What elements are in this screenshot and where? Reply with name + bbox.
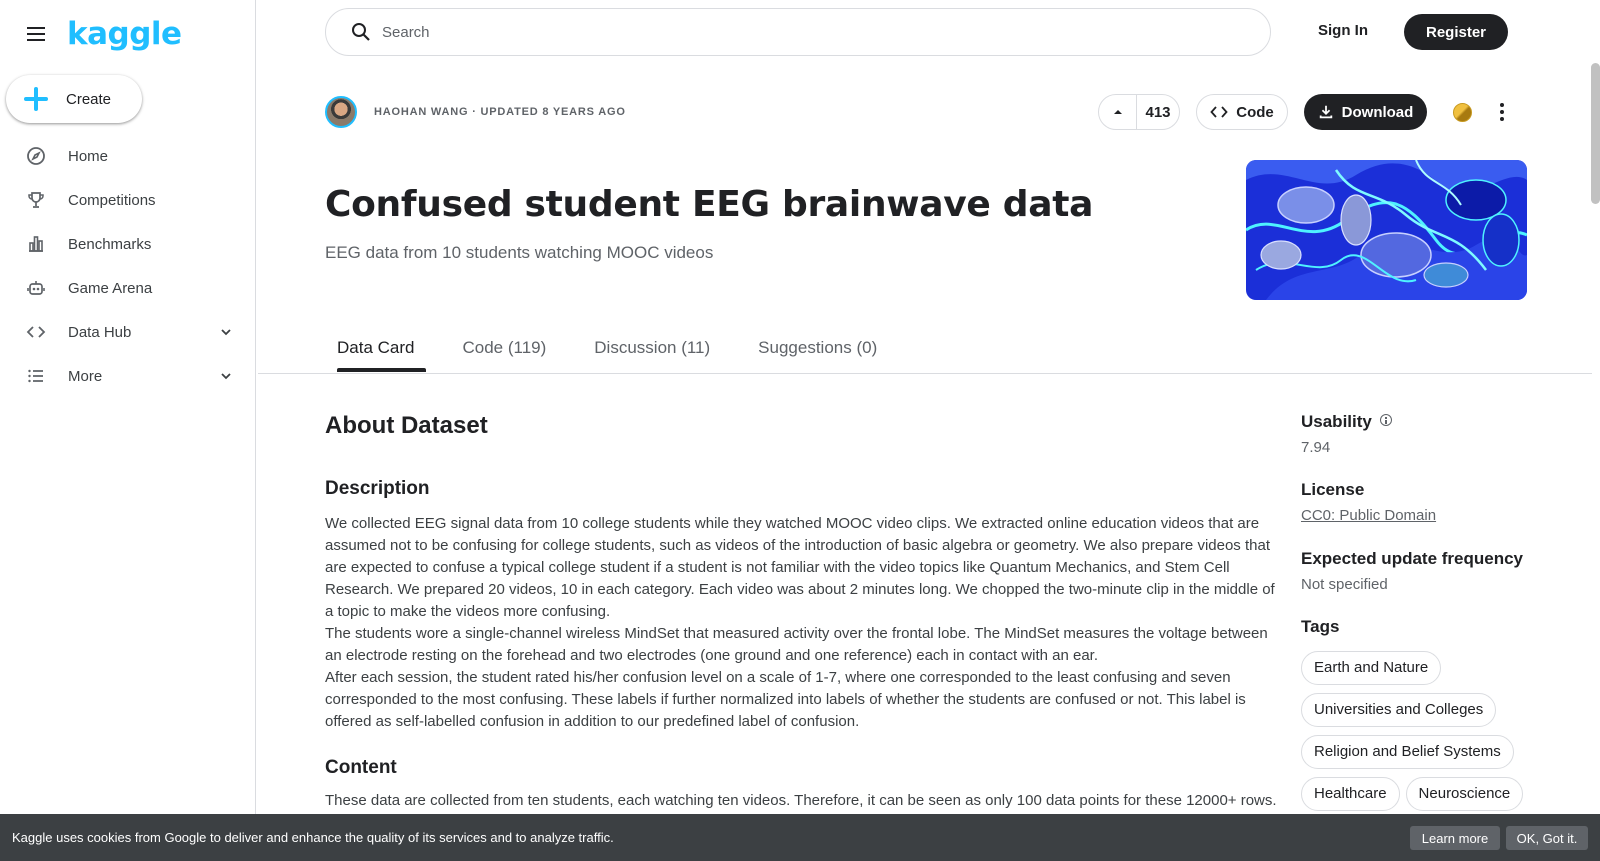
description-paragraph: After each session, the student rated his/her confusion level on a scale of 1-7, where one corresponded to the least confusing and seven corresponded to the most confusing. These labels if further normalized into labels of whether the students are confused or not. This label is offered as self-labelled confusion in addition to our predefined label of confusion. bbox=[325, 669, 1246, 730]
usability-heading bbox=[1301, 412, 1392, 432]
chevron-down-icon[interactable] bbox=[216, 322, 236, 342]
download-icon bbox=[1318, 104, 1334, 120]
author-row bbox=[325, 96, 626, 128]
tags-list bbox=[1301, 651, 1541, 819]
tag-chip[interactable]: Universities and Colleges bbox=[1301, 693, 1496, 727]
tag-chip[interactable]: Religion and Belief Systems bbox=[1301, 735, 1514, 769]
sidebar-item-game-arena[interactable] bbox=[0, 266, 256, 310]
usability-label: Usability bbox=[1301, 412, 1372, 431]
sidebar-item-label: Competitions bbox=[68, 191, 156, 209]
update-frequency-value: Not specified bbox=[1301, 576, 1388, 593]
tag-chip[interactable]: Neuroscience bbox=[1406, 777, 1524, 811]
trophy-icon bbox=[26, 190, 46, 210]
sidebar-item-label: Game Arena bbox=[68, 279, 153, 297]
sidebar-item-label: More bbox=[68, 367, 103, 385]
code-label: Code bbox=[1236, 103, 1274, 121]
tags-section bbox=[1301, 617, 1339, 637]
create-button[interactable] bbox=[6, 75, 142, 123]
register-button[interactable]: Register bbox=[1404, 14, 1508, 50]
sidebar-item-home[interactable] bbox=[0, 134, 256, 178]
description-heading: Description bbox=[325, 478, 430, 499]
code-icon bbox=[1210, 103, 1228, 121]
content-heading: Content bbox=[325, 757, 397, 778]
page-scrollbar[interactable] bbox=[1591, 63, 1600, 204]
description-paragraph: The students wore a single-channel wireless MindSet that measured activity over the frontal lobe. The MindSet measures the voltage between an electrode resting on the forehead and two electrodes (one ground and one reference) each in contact with an ear. bbox=[325, 625, 1268, 664]
learn-more-button[interactable]: Learn more bbox=[1410, 826, 1500, 850]
license-heading: License bbox=[1301, 480, 1365, 499]
avatar[interactable] bbox=[325, 96, 357, 128]
caret-up-icon bbox=[1112, 106, 1124, 118]
create-label: Create bbox=[66, 90, 112, 108]
dataset-cover-image bbox=[1246, 160, 1527, 300]
page-subtitle: EEG data from 10 students watching MOOC videos bbox=[325, 243, 714, 262]
tab-code[interactable]: Code (119) bbox=[462, 338, 547, 357]
vote-count: 413 bbox=[1145, 103, 1171, 121]
sidebar-item-label: Benchmarks bbox=[68, 235, 152, 253]
bar-chart-icon bbox=[26, 234, 46, 254]
description-body bbox=[325, 513, 1280, 733]
sidebar-item-competitions[interactable] bbox=[0, 178, 256, 222]
sidebar-top bbox=[24, 16, 182, 52]
ok-got-it-button[interactable]: OK, Got it. bbox=[1506, 826, 1588, 850]
sidebar bbox=[0, 0, 256, 861]
cookie-banner bbox=[0, 814, 1600, 861]
content-text: These data are collected from ten students, each watching ten videos. Therefore, it can be seen as only 100 data points for these 12000+ rows. bbox=[325, 792, 1277, 809]
dataset-actions bbox=[1098, 94, 1504, 130]
page-title: Confused student EEG brainwave data bbox=[325, 184, 1094, 225]
tab-discussion[interactable]: Discussion (11) bbox=[594, 338, 711, 357]
sidebar-item-benchmarks[interactable] bbox=[0, 222, 256, 266]
update-frequency-section bbox=[1301, 549, 1523, 593]
update-frequency-heading: Expected update frequency bbox=[1301, 549, 1524, 568]
vote-widget bbox=[1098, 94, 1180, 130]
search-icon bbox=[350, 21, 372, 43]
sidebar-item-data-hub[interactable] bbox=[0, 310, 256, 354]
kaggle-logo[interactable]: kaggle bbox=[67, 16, 182, 52]
tab-data-card[interactable]: Data Card bbox=[325, 330, 426, 372]
author-line: HAOHAN WANG · UPDATED 8 YEARS AGO bbox=[374, 106, 626, 118]
code-icon bbox=[26, 322, 46, 342]
download-button[interactable] bbox=[1304, 94, 1427, 130]
sidebar-item-label: Data Hub bbox=[68, 323, 132, 341]
description-paragraph: We collected EEG signal data from 10 college students while they watched MOOC video clips. We extracted online education videos that are assumed not to be confusing for college students, such as videos of the introduction of basic algebra or geometry. We also prepare videos that are expected to confuse a typical college student if a student is not familiar with the video topics like Quantum Mechanics, and Stem Cell Research. We prepared 20 videos, 10 in each category. Each video was about 2 minutes long. We chopped the two-minute clip in the middle of a topic to make the videos more confusing. bbox=[325, 515, 1275, 620]
plus-icon bbox=[24, 87, 48, 111]
license-link[interactable]: CC0: Public Domain bbox=[1301, 507, 1437, 524]
dataset-tabs bbox=[325, 330, 913, 372]
sidebar-nav bbox=[0, 134, 256, 398]
hamburger-menu-icon[interactable] bbox=[24, 22, 48, 46]
download-label: Download bbox=[1341, 103, 1414, 121]
sidebar-item-more[interactable] bbox=[0, 354, 256, 398]
tag-chip[interactable]: Healthcare bbox=[1301, 777, 1400, 811]
gold-medal-icon[interactable] bbox=[1453, 103, 1472, 122]
usability-section bbox=[1301, 412, 1392, 456]
tab-suggestions[interactable]: Suggestions (0) bbox=[758, 338, 878, 357]
more-options-icon[interactable] bbox=[1500, 103, 1504, 121]
cookie-text: Kaggle uses cookies from Google to deliver and enhance the quality of its services and to analyze traffic. bbox=[12, 830, 614, 845]
license-section bbox=[1301, 480, 1436, 525]
usability-value: 7.94 bbox=[1301, 439, 1331, 456]
sign-in-button[interactable]: Sign In bbox=[1318, 22, 1368, 39]
tags-heading: Tags bbox=[1301, 617, 1340, 636]
sidebar-item-label: Home bbox=[68, 147, 109, 165]
search-bar[interactable] bbox=[325, 8, 1271, 56]
upvote-button[interactable] bbox=[1099, 95, 1137, 129]
search-input[interactable] bbox=[382, 24, 1182, 41]
compass-icon bbox=[26, 146, 46, 166]
tabs-divider bbox=[258, 373, 1592, 374]
info-icon[interactable] bbox=[1380, 414, 1392, 426]
list-icon bbox=[26, 366, 46, 386]
robot-icon bbox=[26, 278, 46, 298]
code-button[interactable] bbox=[1196, 94, 1288, 130]
chevron-down-icon[interactable] bbox=[216, 366, 236, 386]
about-heading: About Dataset bbox=[325, 412, 488, 439]
tag-chip[interactable]: Earth and Nature bbox=[1301, 651, 1441, 685]
